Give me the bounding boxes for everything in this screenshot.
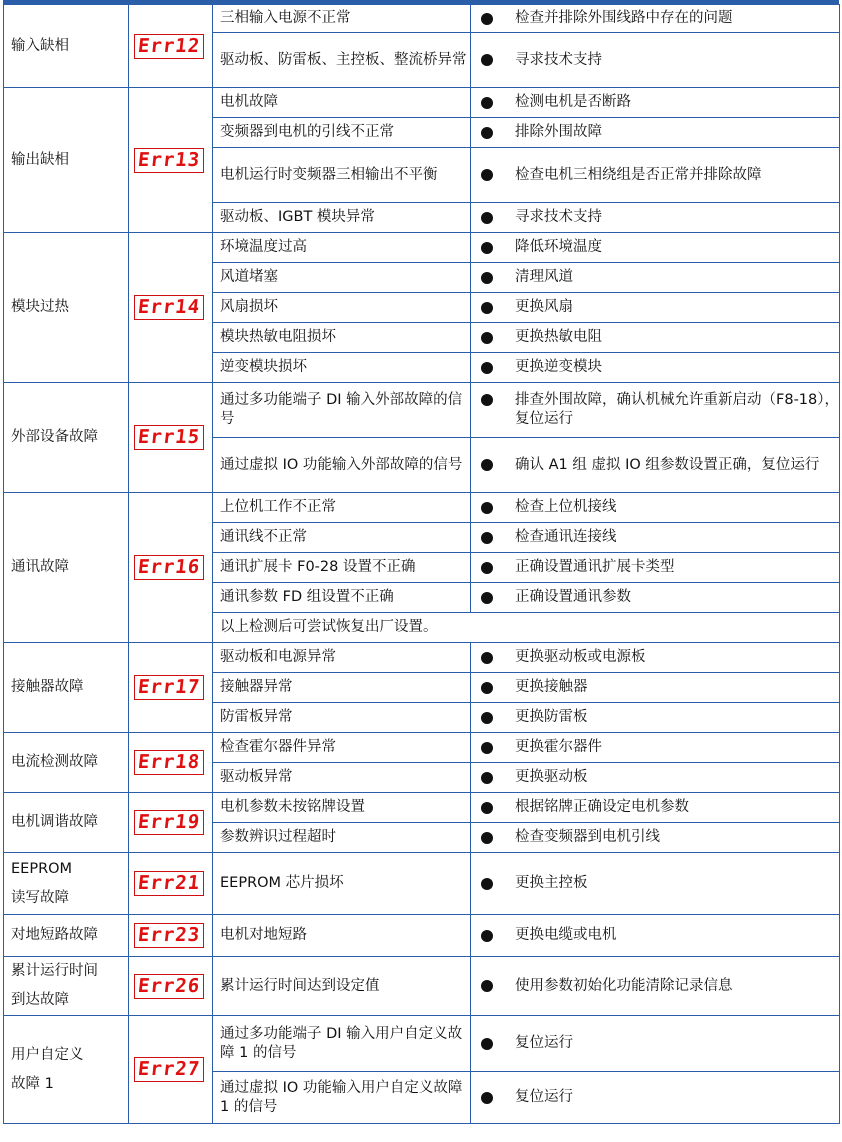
cause-cell: 风道堵塞 xyxy=(213,263,471,293)
fix-text: 正确设置通讯扩展卡类型 xyxy=(515,559,675,575)
fault-name-line: 输出缺相 xyxy=(11,151,69,168)
fault-table xyxy=(3,4,840,1124)
cause-cell: 电机故障 xyxy=(213,88,471,118)
fix-cell xyxy=(471,853,840,915)
cause-cell: 通过多功能端子 DI 输入外部故障的信号 xyxy=(213,383,471,438)
fault-name-cell xyxy=(4,957,129,1016)
fault-name-line: 外部设备故障 xyxy=(11,429,98,445)
fix-cell xyxy=(471,643,840,673)
led-code-display xyxy=(134,148,204,173)
bullet-icon xyxy=(481,712,493,724)
fault-code: Err12 xyxy=(136,34,202,57)
bullet-icon xyxy=(481,682,493,694)
fault-name-line: 输入缺相 xyxy=(11,37,69,54)
bullet-icon xyxy=(481,169,493,181)
bullet-icon xyxy=(481,502,493,514)
fault-name-cell xyxy=(4,383,129,493)
cause-cell: EEPROM 芯片损坏 xyxy=(213,853,471,915)
bullet-icon xyxy=(481,652,493,664)
fix-text: 寻求技术支持 xyxy=(515,51,602,68)
led-code-display xyxy=(134,810,204,835)
fix-text: 降低环境温度 xyxy=(515,239,602,255)
table-row xyxy=(4,915,840,957)
fault-name-cell xyxy=(4,793,129,853)
fault-code: Err15 xyxy=(136,426,202,448)
cause-cell: 逆变模块损坏 xyxy=(213,353,471,383)
fix-cell xyxy=(471,733,840,763)
fix-cell xyxy=(471,1016,840,1072)
fault-code-cell xyxy=(129,733,213,793)
cause-cell: 驱动板、IGBT 模块异常 xyxy=(213,203,471,233)
fix-text: 排除外围故障 xyxy=(515,124,602,140)
fault-code: Err21 xyxy=(136,872,202,894)
table-row xyxy=(4,1016,840,1072)
fix-cell xyxy=(471,823,840,853)
fault-name-line: 读写故障 xyxy=(11,889,69,906)
led-code-display xyxy=(134,871,204,896)
fix-text: 使用参数初始化功能清除记录信息 xyxy=(515,977,733,994)
fix-text: 更换霍尔器件 xyxy=(515,739,602,755)
fault-name-line: EEPROM xyxy=(11,860,73,877)
fix-text: 检查上位机接线 xyxy=(515,499,617,515)
fix-cell xyxy=(471,293,840,323)
bullet-icon xyxy=(481,878,493,890)
bullet-icon xyxy=(481,772,493,784)
cause-cell: 检查霍尔器件异常 xyxy=(213,733,471,763)
bullet-icon xyxy=(481,332,493,344)
bullet-icon xyxy=(481,127,493,139)
led-code-display xyxy=(134,295,204,320)
cause-cell: 上位机工作不正常 xyxy=(213,493,471,523)
cause-cell: 参数辨识过程超时 xyxy=(213,823,471,853)
fix-text: 检查电机三相绕组是否正常并排除故障 xyxy=(515,166,762,183)
fix-text: 复位运行 xyxy=(515,1089,573,1105)
fix-text: 更换热敏电阻 xyxy=(515,329,602,345)
fault-name-line: 电流检测故障 xyxy=(11,754,98,770)
fix-cell xyxy=(471,583,840,613)
cause-cell: 通过多功能端子 DI 输入用户自定义故障 1 的信号 xyxy=(213,1016,471,1072)
cause-cell: 通讯扩展卡 F0-28 设置不正确 xyxy=(213,553,471,583)
fault-name-line: 累计运行时间 xyxy=(11,963,98,979)
bullet-icon xyxy=(481,592,493,604)
fix-text: 更换防雷板 xyxy=(515,709,588,725)
table-row xyxy=(4,493,840,523)
bullet-icon xyxy=(481,532,493,544)
fault-name-line: 故障 1 xyxy=(11,1075,54,1092)
cause-cell: 三相输入电源不正常 xyxy=(213,5,471,33)
fault-name-line: 到达故障 xyxy=(11,992,69,1008)
cause-cell: 通过虚拟 IO 功能输入用户自定义故障 1 的信号 xyxy=(213,1072,471,1124)
led-code-display xyxy=(134,555,204,580)
fix-text: 排查外围故障，确认机械允许重新启动（F8-18），复位运行 xyxy=(515,392,839,427)
fix-cell xyxy=(471,263,840,293)
fix-text: 更换驱动板 xyxy=(515,769,588,785)
led-code-display xyxy=(134,750,204,775)
cause-cell: 电机参数未按铭牌设置 xyxy=(213,793,471,823)
fix-cell xyxy=(471,233,840,263)
bullet-icon xyxy=(481,832,493,844)
led-code-display xyxy=(134,34,204,59)
fix-cell xyxy=(471,203,840,233)
fault-code: Err13 xyxy=(136,148,202,171)
bullet-icon xyxy=(481,272,493,284)
fix-text: 检测电机是否断路 xyxy=(515,94,631,110)
fault-code: Err14 xyxy=(136,296,202,318)
fault-code-cell xyxy=(129,5,213,88)
table-row xyxy=(4,853,840,915)
bullet-icon xyxy=(481,980,493,992)
fault-code: Err16 xyxy=(136,556,202,578)
cause-cell: 接触器异常 xyxy=(213,673,471,703)
fix-text: 正确设置通讯参数 xyxy=(515,589,631,605)
fault-code-cell xyxy=(129,643,213,733)
fault-name-line: 接触器故障 xyxy=(11,679,84,695)
cause-cell: 驱动板、防雷板、主控板、整流桥异常 xyxy=(213,33,471,88)
cause-cell: 累计运行时间达到设定值 xyxy=(213,957,471,1016)
fault-name-line: 模块过热 xyxy=(11,299,69,315)
fault-code: Err18 xyxy=(136,751,202,773)
bullet-icon xyxy=(481,1092,493,1104)
fix-text: 更换逆变模块 xyxy=(515,359,602,375)
bullet-icon xyxy=(481,212,493,224)
fault-name-line: 通讯故障 xyxy=(11,559,69,575)
cause-cell: 防雷板异常 xyxy=(213,703,471,733)
bullet-icon xyxy=(481,13,493,25)
cause-cell: 驱动板和电源异常 xyxy=(213,643,471,673)
fix-text: 检查通讯连接线 xyxy=(515,529,617,545)
bullet-icon xyxy=(481,242,493,254)
fix-cell xyxy=(471,118,840,148)
cause-cell: 通过虚拟 IO 功能输入外部故障的信号 xyxy=(213,438,471,493)
fault-code-cell xyxy=(129,793,213,853)
fault-code-cell xyxy=(129,493,213,643)
fix-cell xyxy=(471,763,840,793)
fault-name-line: 用户自定义 xyxy=(11,1046,84,1063)
fix-cell xyxy=(471,438,840,493)
table-row xyxy=(4,733,840,763)
fix-cell xyxy=(471,523,840,553)
fix-cell xyxy=(471,88,840,118)
bullet-icon xyxy=(481,459,493,471)
fix-cell xyxy=(471,1072,840,1124)
bullet-icon xyxy=(481,394,493,406)
cause-cell: 变频器到电机的引线不正常 xyxy=(213,118,471,148)
bullet-icon xyxy=(481,742,493,754)
bullet-icon xyxy=(481,562,493,574)
fault-code: Err27 xyxy=(136,1058,202,1080)
fault-code-cell xyxy=(129,1016,213,1124)
note-cell: 以上检测后可尝试恢复出厂设置。 xyxy=(213,613,840,643)
fix-cell xyxy=(471,5,840,33)
fix-text: 根据铭牌正确设定电机参数 xyxy=(515,799,689,815)
fault-code-cell xyxy=(129,233,213,383)
fix-cell xyxy=(471,703,840,733)
fix-text: 更换接触器 xyxy=(515,679,588,695)
fault-code: Err23 xyxy=(136,924,202,946)
fix-text: 更换驱动板或电源板 xyxy=(515,649,646,665)
cause-cell: 驱动板异常 xyxy=(213,763,471,793)
fix-text: 更换主控板 xyxy=(515,875,588,891)
fault-name-cell xyxy=(4,733,129,793)
fix-text: 检查并排除外围线路中存在的问题 xyxy=(515,10,733,26)
fix-cell xyxy=(471,148,840,203)
fault-name-cell xyxy=(4,915,129,957)
cause-cell: 风扇损坏 xyxy=(213,293,471,323)
fix-cell xyxy=(471,793,840,823)
fault-code-cell xyxy=(129,853,213,915)
fault-code: Err17 xyxy=(136,676,202,698)
fix-text: 复位运行 xyxy=(515,1035,573,1051)
fault-name-cell xyxy=(4,853,129,915)
table-row xyxy=(4,957,840,1016)
fix-cell xyxy=(471,33,840,88)
fault-name-line: 对地短路故障 xyxy=(11,927,98,943)
fault-name-cell xyxy=(4,643,129,733)
led-code-display xyxy=(134,425,204,450)
fault-code: Err26 xyxy=(136,974,202,997)
bullet-icon xyxy=(481,930,493,942)
fix-cell xyxy=(471,353,840,383)
fault-code-cell xyxy=(129,383,213,493)
bullet-icon xyxy=(481,97,493,109)
fix-text: 检查变频器到电机引线 xyxy=(515,829,660,845)
led-code-display xyxy=(134,675,204,700)
fault-name-cell xyxy=(4,1016,129,1124)
led-code-display xyxy=(134,974,204,999)
fix-cell xyxy=(471,673,840,703)
fault-code: Err19 xyxy=(136,811,202,833)
cause-cell: 通讯线不正常 xyxy=(213,523,471,553)
fault-code-cell xyxy=(129,88,213,233)
fix-text: 更换电缆或电机 xyxy=(515,927,617,943)
fix-cell xyxy=(471,323,840,353)
cause-cell: 通讯参数 FD 组设置不正确 xyxy=(213,583,471,613)
fix-cell xyxy=(471,957,840,1016)
fix-text: 寻求技术支持 xyxy=(515,209,602,225)
fault-name-cell xyxy=(4,493,129,643)
fix-text: 清理风道 xyxy=(515,269,573,285)
fault-name-cell xyxy=(4,88,129,233)
fault-name-cell xyxy=(4,5,129,88)
bullet-icon xyxy=(481,1038,493,1050)
table-row xyxy=(4,5,840,33)
led-code-display xyxy=(134,1057,204,1082)
led-code-display xyxy=(134,923,204,948)
bullet-icon xyxy=(481,54,493,66)
bullet-icon xyxy=(481,802,493,814)
table-row xyxy=(4,793,840,823)
fix-cell xyxy=(471,553,840,583)
bullet-icon xyxy=(481,362,493,374)
cause-cell: 电机对地短路 xyxy=(213,915,471,957)
fix-cell xyxy=(471,493,840,523)
fault-name-cell xyxy=(4,233,129,383)
fault-code-cell xyxy=(129,915,213,957)
fix-cell xyxy=(471,383,840,438)
table-row xyxy=(4,383,840,438)
fix-cell xyxy=(471,915,840,957)
fault-name-line: 电机调谐故障 xyxy=(11,814,98,830)
cause-cell: 电机运行时变频器三相输出不平衡 xyxy=(213,148,471,203)
bullet-icon xyxy=(481,302,493,314)
table-row xyxy=(4,233,840,263)
cause-cell: 模块热敏电阻损坏 xyxy=(213,323,471,353)
cause-cell: 环境温度过高 xyxy=(213,233,471,263)
fix-text: 更换风扇 xyxy=(515,299,573,315)
fault-code-cell xyxy=(129,957,213,1016)
table-row xyxy=(4,643,840,673)
table-row xyxy=(4,88,840,118)
fix-text: 确认 A1 组 虚拟 IO 组参数设置正确，复位运行 xyxy=(515,456,820,473)
